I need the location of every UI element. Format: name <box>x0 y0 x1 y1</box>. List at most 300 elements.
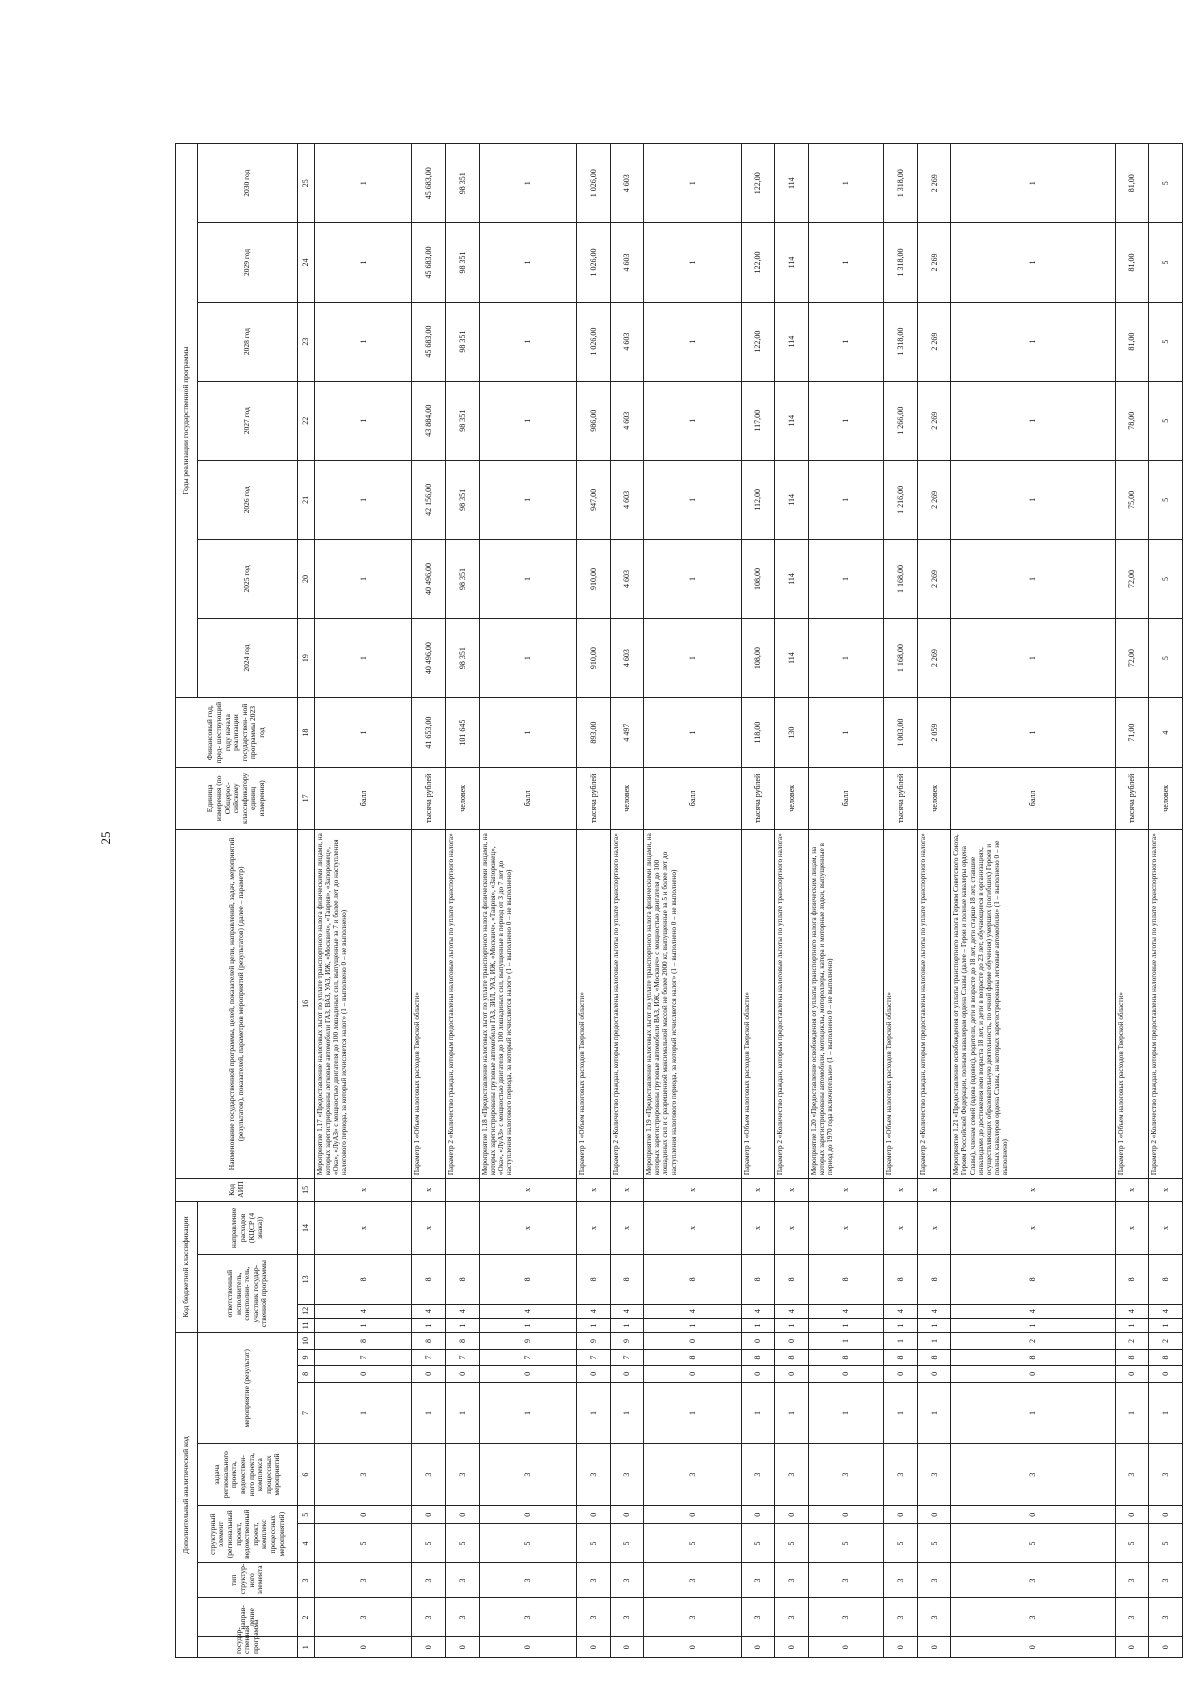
code-cell: x <box>315 1201 412 1254</box>
code-cell: 8 <box>315 1255 412 1304</box>
row-base-value: 893,00 <box>577 698 611 768</box>
code-cell: 0 <box>917 1637 951 1658</box>
code-cell: x <box>577 1179 611 1202</box>
code-cell: 0 <box>610 1505 644 1523</box>
row-year-value: 40 496,00 <box>412 539 446 618</box>
code-cell: x <box>809 1179 884 1202</box>
code-cell: 8 <box>1149 1349 1183 1365</box>
column-number: 5 <box>298 1505 315 1523</box>
row-year-value: 910,00 <box>577 619 611 698</box>
table-row <box>446 144 480 1658</box>
code-cell: 3 <box>479 1444 576 1506</box>
row-unit: человек <box>917 768 951 830</box>
row-base-value: 1 <box>809 698 884 768</box>
table-row <box>809 144 884 1658</box>
code-cell: 4 <box>577 1304 611 1318</box>
header-event: мероприятие (результат) <box>198 1333 298 1444</box>
row-unit: балл <box>951 768 1115 830</box>
code-cell: 8 <box>741 1349 775 1365</box>
column-number: 4 <box>298 1524 315 1563</box>
code-cell: 8 <box>809 1349 884 1365</box>
row-year-value: 5 <box>1149 223 1183 302</box>
row-unit: человек <box>446 768 480 830</box>
code-cell: 8 <box>315 1333 412 1349</box>
code-cell: 1 <box>577 1382 611 1444</box>
code-cell: 5 <box>884 1524 918 1563</box>
code-cell: 8 <box>412 1255 446 1304</box>
code-cell: 8 <box>884 1349 918 1365</box>
code-cell: x <box>775 1201 809 1254</box>
column-number: 8 <box>298 1366 315 1382</box>
code-cell: 0 <box>479 1366 576 1382</box>
code-cell: 3 <box>809 1598 884 1637</box>
code-cell: 1 <box>741 1318 775 1332</box>
code-cell: 5 <box>917 1524 951 1563</box>
header-direction: направ- ление <box>198 1598 298 1637</box>
row-year-value: 98 351 <box>446 144 480 223</box>
code-cell: 3 <box>1149 1563 1183 1598</box>
row-year-value: 1 <box>644 302 741 381</box>
code-cell: 5 <box>741 1524 775 1563</box>
row-year-value: 5 <box>1149 302 1183 381</box>
code-cell: 3 <box>951 1563 1115 1598</box>
row-year-value: 45 683,00 <box>412 144 446 223</box>
table-row <box>884 144 918 1658</box>
row-name: Мероприятие 1.19 «Предоставление налоговых льгот по уплате транспортного налога физическими лицами, на которых зарегистрированы грузовые автомобили ВАЗ, ИЖ, «Москвич» с мощностью двигателя до 100 лошадиных сил и с разрешенной максимальной массой не более 2000 кг, выпущенные за 5 и более лет до наступления налогового периода, за который исчисляется налог» (1 – выполнено 0 – не выполнено) <box>644 829 741 1178</box>
code-cell: 5 <box>315 1524 412 1563</box>
row-unit: балл <box>315 768 412 830</box>
code-cell: 1 <box>1115 1382 1149 1444</box>
row-base-value: 1 <box>951 698 1115 768</box>
code-cell: 3 <box>315 1444 412 1506</box>
row-year-value: 122,00 <box>741 144 775 223</box>
code-cell: 1 <box>315 1382 412 1444</box>
code-cell: x <box>644 1179 741 1202</box>
code-cell: 8 <box>775 1255 809 1304</box>
code-cell: 0 <box>741 1637 775 1658</box>
row-year-value: 2 269 <box>917 223 951 302</box>
code-cell: 4 <box>809 1304 884 1318</box>
code-cell: 0 <box>741 1333 775 1349</box>
code-cell: x <box>1115 1201 1149 1254</box>
header-gp: государ- ственная программа <box>198 1637 298 1658</box>
header-year-2027: 2027 год <box>198 381 298 460</box>
row-year-value: 108,00 <box>741 539 775 618</box>
row-year-value: 43 884,00 <box>412 381 446 460</box>
code-cell: x <box>884 1201 918 1254</box>
row-year-value: 1 <box>315 144 412 223</box>
row-year-value: 1 <box>809 223 884 302</box>
row-base-value: 1 <box>315 698 412 768</box>
code-cell: 8 <box>577 1255 611 1304</box>
header-admin: ответственный исполнитель, соисполни- тель, участник государ- ственной программы <box>198 1255 298 1333</box>
row-year-value: 98 351 <box>446 223 480 302</box>
row-year-value: 122,00 <box>741 302 775 381</box>
code-cell: 9 <box>610 1333 644 1349</box>
code-cell: 3 <box>610 1598 644 1637</box>
rotated-table-container <box>175 143 1183 1658</box>
row-year-value: 45 683,00 <box>412 302 446 381</box>
code-cell: 0 <box>1115 1505 1149 1523</box>
header-aip-code: Код АИП <box>176 1179 298 1202</box>
code-cell: 8 <box>412 1333 446 1349</box>
table-row <box>644 144 741 1658</box>
code-cell: 7 <box>412 1349 446 1365</box>
header-type: тип структур- ного элемента <box>198 1563 298 1598</box>
column-number-row <box>298 144 315 1658</box>
row-year-value: 1 <box>644 144 741 223</box>
row-unit: человек <box>610 768 644 830</box>
code-cell: 4 <box>610 1304 644 1318</box>
code-cell: 8 <box>446 1255 480 1304</box>
code-cell: x <box>741 1201 775 1254</box>
code-cell: 0 <box>446 1366 480 1382</box>
header-years-group: Годы реализации государственной программы <box>176 144 198 698</box>
row-year-value: 114 <box>775 223 809 302</box>
header-task: задача регионального проекта, ведомствен- ного проекта, комплекса процессных мероприятий <box>198 1444 298 1506</box>
row-year-value: 72,00 <box>1115 619 1149 698</box>
code-cell: 0 <box>809 1366 884 1382</box>
code-cell: 0 <box>315 1366 412 1382</box>
page-number: 25 <box>98 831 113 845</box>
row-year-value: 78,00 <box>1115 381 1149 460</box>
row-year-value: 1 <box>809 619 884 698</box>
row-year-value: 81,00 <box>1115 144 1149 223</box>
code-cell: 1 <box>479 1382 576 1444</box>
header-base-year: Финансовый год, пред- шествующий году начала реализации государствен- ной программы 2023 год <box>176 698 298 768</box>
row-year-value: 45 683,00 <box>412 223 446 302</box>
row-year-value: 910,00 <box>577 539 611 618</box>
column-number: 12 <box>298 1304 315 1318</box>
code-cell: x <box>1149 1201 1183 1254</box>
row-year-value: 986,00 <box>577 381 611 460</box>
row-year-value: 40 496,00 <box>412 619 446 698</box>
row-year-value: 1 318,00 <box>884 223 918 302</box>
code-cell: 1 <box>1149 1382 1183 1444</box>
row-unit: балл <box>479 768 576 830</box>
code-cell: 5 <box>479 1524 576 1563</box>
row-year-value: 1 318,00 <box>884 144 918 223</box>
row-year-value: 1 <box>809 302 884 381</box>
code-cell: 0 <box>775 1366 809 1382</box>
code-cell: 0 <box>315 1637 412 1658</box>
code-cell: 4 <box>1115 1304 1149 1318</box>
row-year-value: 1 <box>479 381 576 460</box>
code-cell: 1 <box>917 1382 951 1444</box>
code-cell: 2 <box>1149 1333 1183 1349</box>
code-cell: 4 <box>951 1304 1115 1318</box>
row-year-value: 2 269 <box>917 144 951 223</box>
row-year-value: 1 <box>315 460 412 539</box>
code-cell: 1 <box>1115 1318 1149 1332</box>
code-cell: 8 <box>809 1255 884 1304</box>
code-cell: 3 <box>1115 1444 1149 1506</box>
row-year-value: 1 <box>479 144 576 223</box>
row-year-value: 2 269 <box>917 302 951 381</box>
code-cell: 3 <box>644 1444 741 1506</box>
row-year-value: 1 <box>479 223 576 302</box>
row-year-value: 114 <box>775 539 809 618</box>
code-cell: 4 <box>884 1304 918 1318</box>
code-cell: 8 <box>917 1349 951 1365</box>
table-row <box>741 144 775 1658</box>
code-cell: 1 <box>610 1382 644 1444</box>
column-number: 22 <box>298 381 315 460</box>
code-cell: 1 <box>644 1382 741 1444</box>
row-name: Мероприятие 1.21 «Предоставление освобождения от уплаты транспортного налога Героям Советского Союза, Героям Российской Федерации, полным кавалерам ордена Славы (далее – Герои и полные кавалеры ордена Славы), членам семей (вдова (вдовец), родители, дети в возрасте до 18 лет, дети старше 18 лет, ставшие инвалидами до достижения ими возраста 18 лет, и дети в возрасте до 23 лет, обучающиеся в организациях, осуществляющих образовательную деятельность, по очной форме обучения) умерших (погибших) Героев и полных кавалеров ордена Славы, на которых зарегистрированы легковые автомобили» (1 – выполнено 0 – не выполнено) <box>951 829 1115 1178</box>
code-cell: 8 <box>741 1255 775 1304</box>
code-cell: 3 <box>917 1444 951 1506</box>
row-unit: балл <box>644 768 741 830</box>
code-cell: 0 <box>951 1637 1115 1658</box>
row-year-value: 2 269 <box>917 381 951 460</box>
code-cell: 0 <box>1115 1637 1149 1658</box>
code-cell: 0 <box>809 1505 884 1523</box>
header-year-2025: 2025 год <box>198 539 298 618</box>
row-base-value: 41 653,00 <box>412 698 446 768</box>
header-budget-code: Код бюджетной классификации <box>176 1201 198 1333</box>
row-year-value: 1 <box>315 539 412 618</box>
code-cell: 3 <box>577 1444 611 1506</box>
row-year-value: 1 <box>951 302 1115 381</box>
code-cell: 0 <box>884 1637 918 1658</box>
code-cell: 0 <box>917 1366 951 1382</box>
code-cell: 1 <box>446 1318 480 1332</box>
code-cell: 3 <box>1115 1563 1149 1598</box>
code-cell: 0 <box>577 1505 611 1523</box>
row-year-value: 98 351 <box>446 460 480 539</box>
code-cell: 3 <box>1115 1598 1149 1637</box>
code-cell: 3 <box>577 1563 611 1598</box>
row-year-value: 1 <box>951 460 1115 539</box>
code-cell: 3 <box>479 1598 576 1637</box>
row-year-value: 117,00 <box>741 381 775 460</box>
column-number: 13 <box>298 1255 315 1304</box>
row-unit: человек <box>1149 768 1183 830</box>
code-cell: x <box>610 1179 644 1202</box>
column-number: 23 <box>298 302 315 381</box>
row-year-value: 5 <box>1149 381 1183 460</box>
row-name: Параметр 2 «Количество граждан, которым предоставлены налоговые льготы по уплате транспортного налога» <box>917 829 951 1178</box>
row-year-value: 4 603 <box>610 302 644 381</box>
code-cell: 0 <box>644 1366 741 1382</box>
code-cell: 3 <box>917 1563 951 1598</box>
code-cell: 3 <box>446 1563 480 1598</box>
column-number: 2 <box>298 1598 315 1637</box>
header-name: Наименование государственной программы, целей, показателей цели, направлений, задач, мероприятий (результатов), показателей, параметров мероприятий (результатов) (далее – параметр) <box>176 829 298 1178</box>
table-row <box>775 144 809 1658</box>
code-cell: 0 <box>741 1366 775 1382</box>
row-unit: тысяча рублей <box>1115 768 1149 830</box>
code-cell: 3 <box>577 1598 611 1637</box>
row-year-value: 112,00 <box>741 460 775 539</box>
row-year-value: 1 <box>951 619 1115 698</box>
code-cell: 0 <box>1149 1366 1183 1382</box>
row-name: Параметр 1 «Объем налоговых расходов Тверской области» <box>412 829 446 1178</box>
code-cell: 3 <box>315 1598 412 1637</box>
row-base-value: 71,00 <box>1115 698 1149 768</box>
row-year-value: 1 <box>951 381 1115 460</box>
code-cell: 0 <box>775 1333 809 1349</box>
header-year-2030: 2030 год <box>198 144 298 223</box>
code-cell: 3 <box>741 1563 775 1598</box>
row-unit: тысяча рублей <box>412 768 446 830</box>
code-cell: 2 <box>951 1333 1115 1349</box>
row-year-value: 81,00 <box>1115 223 1149 302</box>
code-cell: 5 <box>446 1524 480 1563</box>
row-year-value: 1 <box>479 302 576 381</box>
row-year-value: 4 603 <box>610 539 644 618</box>
row-base-value: 118,00 <box>741 698 775 768</box>
row-year-value: 1 <box>951 223 1115 302</box>
code-cell: x <box>577 1201 611 1254</box>
row-base-value: 101 645 <box>446 698 480 768</box>
code-cell: 3 <box>315 1563 412 1598</box>
code-cell: 5 <box>1115 1524 1149 1563</box>
code-cell: 7 <box>610 1349 644 1365</box>
column-number: 14 <box>298 1201 315 1254</box>
column-number: 15 <box>298 1179 315 1202</box>
code-cell: 0 <box>446 1637 480 1658</box>
code-cell: 8 <box>644 1255 741 1304</box>
code-cell: x <box>479 1201 576 1254</box>
row-year-value: 114 <box>775 302 809 381</box>
row-year-value: 1 026,00 <box>577 302 611 381</box>
header-year-2028: 2028 год <box>198 302 298 381</box>
code-cell: 0 <box>1115 1366 1149 1382</box>
row-year-value: 1 <box>644 619 741 698</box>
row-year-value: 1 <box>644 539 741 618</box>
code-cell: 4 <box>1149 1304 1183 1318</box>
code-cell: 3 <box>809 1444 884 1506</box>
code-cell: 0 <box>577 1366 611 1382</box>
code-cell: x <box>412 1179 446 1202</box>
code-cell: 5 <box>610 1524 644 1563</box>
program-table <box>175 143 1183 1658</box>
row-year-value: 1 <box>479 619 576 698</box>
code-cell: 1 <box>884 1318 918 1332</box>
code-cell: 1 <box>917 1318 951 1332</box>
row-year-value: 1 <box>951 539 1115 618</box>
column-number: 19 <box>298 619 315 698</box>
row-base-value: 1 <box>644 698 741 768</box>
code-cell: 1 <box>775 1318 809 1332</box>
code-cell: 1 <box>951 1382 1115 1444</box>
row-base-value: 4 <box>1149 698 1183 768</box>
code-cell: x <box>775 1179 809 1202</box>
header-year-2026: 2026 год <box>198 460 298 539</box>
row-name: Параметр 2 «Количество граждан, которым предоставлены налоговые льготы по уплате транспортного налога» <box>1149 829 1183 1178</box>
column-number: 7 <box>298 1382 315 1444</box>
code-cell: x <box>951 1201 1115 1254</box>
row-year-value: 1 <box>315 619 412 698</box>
code-cell: 8 <box>644 1349 741 1365</box>
code-cell: 1 <box>884 1333 918 1349</box>
table-row <box>412 144 446 1658</box>
code-cell: 0 <box>446 1505 480 1523</box>
row-unit: балл <box>809 768 884 830</box>
row-year-value: 114 <box>775 460 809 539</box>
row-name: Параметр 2 «Количество граждан, которым предоставлены налоговые льготы по уплате транспортного налога» <box>775 829 809 1178</box>
row-year-value: 5 <box>1149 460 1183 539</box>
code-cell: 1 <box>775 1382 809 1444</box>
column-number: 24 <box>298 223 315 302</box>
code-cell: x <box>1149 1179 1183 1202</box>
code-cell: 1 <box>412 1318 446 1332</box>
row-unit: человек <box>775 768 809 830</box>
code-cell: 4 <box>644 1304 741 1318</box>
row-year-value: 5 <box>1149 539 1183 618</box>
row-year-value: 1 266,00 <box>884 381 918 460</box>
code-cell: 3 <box>884 1563 918 1598</box>
row-year-value: 98 351 <box>446 619 480 698</box>
header-struct: структурный элемент (региональный проект, ведомственный проект, комплекс процессных мероприятий) <box>198 1505 298 1563</box>
row-year-value: 2 269 <box>917 460 951 539</box>
code-cell: 3 <box>884 1444 918 1506</box>
code-cell: 8 <box>446 1333 480 1349</box>
code-cell: 0 <box>610 1366 644 1382</box>
row-year-value: 1 <box>479 460 576 539</box>
column-number: 18 <box>298 698 315 768</box>
column-number: 6 <box>298 1444 315 1506</box>
row-year-value: 4 603 <box>610 223 644 302</box>
code-cell: 8 <box>1115 1349 1149 1365</box>
code-cell: 1 <box>412 1382 446 1444</box>
code-cell: 0 <box>884 1505 918 1523</box>
code-cell: 1 <box>809 1318 884 1332</box>
row-year-value: 1 026,00 <box>577 223 611 302</box>
code-cell: 8 <box>479 1255 576 1304</box>
row-year-value: 98 351 <box>446 302 480 381</box>
column-number: 17 <box>298 768 315 830</box>
row-year-value: 1 <box>951 144 1115 223</box>
row-year-value: 108,00 <box>741 619 775 698</box>
row-year-value: 1 168,00 <box>884 539 918 618</box>
row-year-value: 1 026,00 <box>577 144 611 223</box>
code-cell: 7 <box>315 1349 412 1365</box>
row-base-value: 2 059 <box>917 698 951 768</box>
code-cell: 5 <box>644 1524 741 1563</box>
table-row <box>917 144 951 1658</box>
code-cell: x <box>884 1179 918 1202</box>
code-cell: 0 <box>951 1366 1115 1382</box>
row-year-value: 98 351 <box>446 381 480 460</box>
code-cell: 0 <box>315 1505 412 1523</box>
row-year-value: 947,00 <box>577 460 611 539</box>
code-cell: 0 <box>412 1637 446 1658</box>
code-cell: 3 <box>644 1598 741 1637</box>
code-cell: 0 <box>610 1637 644 1658</box>
row-name: Мероприятие 1.18 «Предоставление налоговых льгот по уплате транспортного налога физическими лицами, на которых зарегистрированы грузовые автомобили ГАЗ, ЗИЛ, УАЗ, ИЖ, «Москвич», «Таврия», «Запорожец», «Ока», «ЛуАЗ» с мощностью двигателя до 100 лошадиных сил, выпущенные в период от 3 до 7 лет до наступления налогового периода, за который исчисляется налог» (1 – выполнено 0 – не выполнено) <box>479 829 576 1178</box>
code-cell: 3 <box>610 1563 644 1598</box>
code-cell: 1 <box>1149 1318 1183 1332</box>
code-cell: 3 <box>610 1444 644 1506</box>
code-cell: 8 <box>1115 1255 1149 1304</box>
code-cell: 0 <box>479 1637 576 1658</box>
code-cell: 7 <box>479 1349 576 1365</box>
row-year-value: 1 <box>809 144 884 223</box>
row-year-value: 2 269 <box>917 619 951 698</box>
code-cell: 8 <box>775 1349 809 1365</box>
row-year-value: 1 216,00 <box>884 460 918 539</box>
row-year-value: 1 168,00 <box>884 619 918 698</box>
code-cell: 0 <box>1149 1505 1183 1523</box>
code-cell: 8 <box>951 1349 1115 1365</box>
code-cell: 4 <box>315 1304 412 1318</box>
code-cell: 0 <box>479 1505 576 1523</box>
header-year-2029: 2029 год <box>198 223 298 302</box>
row-name: Мероприятие 1.20 «Предоставление освобождения от уплаты транспортного налога физическим лицам, на которых зарегистрированы автомобили, мотоциклы, мотороллеры, катера и моторные лодки, выпущенные в период до 1970 года включительно» (1 – выполнено 0 – не выполнено) <box>809 829 884 1178</box>
